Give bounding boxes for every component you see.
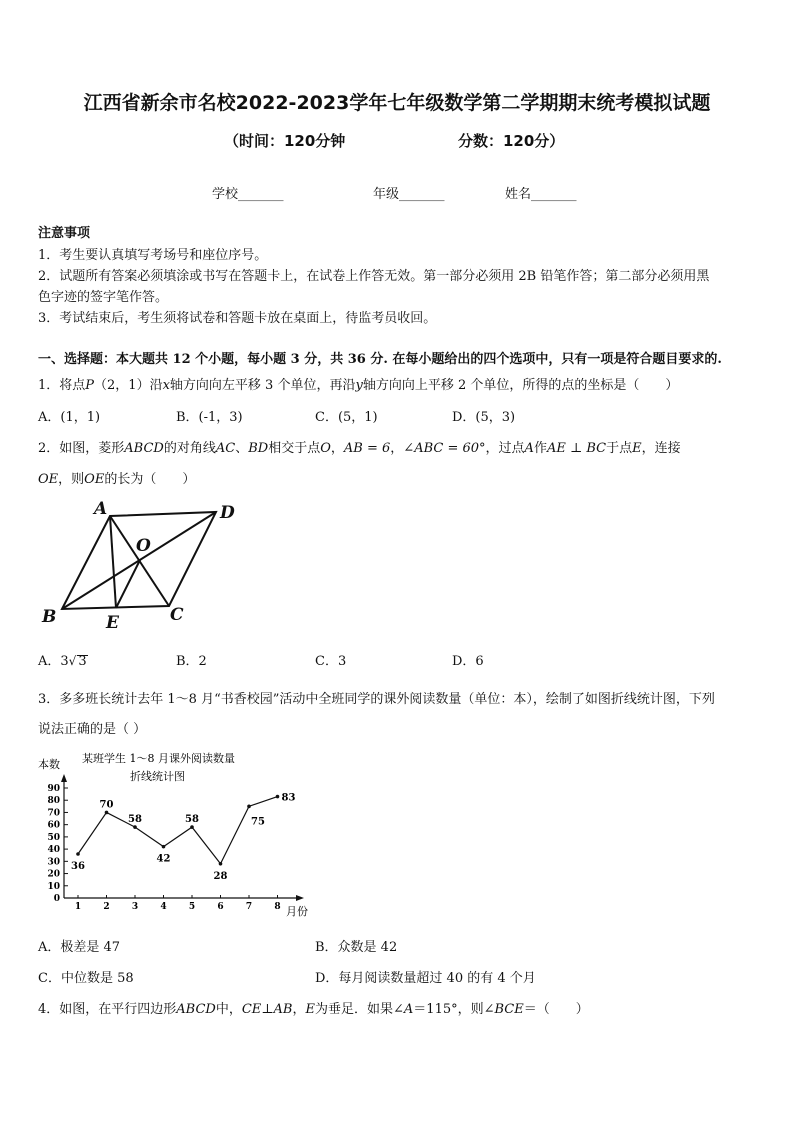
y-axis-arrow: [61, 774, 67, 782]
grade-field: 年级_______: [373, 187, 445, 202]
q2-math: OE: [84, 472, 105, 487]
question-3-line2: 说法正确的是（ ）: [38, 722, 147, 737]
q1-text: 1．将点: [38, 378, 86, 393]
data-point: [162, 845, 166, 849]
question-2-line1: [38, 437, 681, 456]
y-tick-label: 20: [47, 869, 60, 880]
q4-math: AB: [273, 1002, 293, 1017]
name-field: 姓名_______: [505, 187, 577, 202]
q2-math: OE: [38, 472, 59, 487]
x-tick-label: 8: [274, 902, 281, 912]
q2-text: 相交于点: [268, 441, 321, 456]
rhombus-figure: [36, 496, 266, 636]
q2-text: ，: [390, 441, 404, 456]
q4-text: ，: [292, 1002, 306, 1017]
q4-math: CE: [241, 1002, 262, 1017]
q4-math: ABCD: [176, 1002, 216, 1017]
q4-text: 为垂足．如果∠: [315, 1002, 404, 1017]
label-c: C: [170, 605, 184, 625]
x-tick-label: 4: [160, 902, 167, 912]
x-tick-label: 2: [103, 902, 110, 912]
q2-text: 、: [235, 441, 249, 456]
notice-item: 1．考生要认真填写考场号和座位序号。: [38, 248, 268, 263]
label-e: E: [106, 613, 119, 633]
altitude-ae: [110, 516, 116, 608]
q4-text: 中，: [215, 1002, 242, 1017]
x-tick-label: 1: [74, 902, 82, 912]
q1-option-a: A．(1，1): [38, 410, 101, 425]
school-field: 学校_______: [212, 187, 284, 202]
q4-text: ＝115°，则∠: [413, 1002, 495, 1017]
q3-option-b: B．众数是 42: [315, 940, 398, 955]
q2-option-a-prefix: A．: [38, 654, 61, 669]
y-tick-label: 0: [53, 894, 60, 904]
q2-option-a-coef: 3: [60, 654, 69, 669]
q1-point: P: [85, 378, 95, 393]
q4-text: 4．如图，在平行四边形: [38, 1002, 177, 1017]
q1-option-b: B．(-1，3): [176, 410, 243, 425]
question-2-line2: [38, 468, 195, 487]
exam-score: 分数：120分）: [458, 132, 565, 150]
question-4-stem: [38, 998, 589, 1017]
data-point: [105, 811, 109, 815]
x-tick-label: 6: [217, 902, 224, 912]
q2-math: E: [632, 441, 642, 456]
label-b: B: [42, 607, 57, 627]
data-label: 70: [99, 799, 114, 811]
data-label: 83: [281, 792, 296, 804]
data-label: 28: [213, 870, 228, 882]
q3-option-d: D．每月阅读数量超过 40 的有 4 个月: [315, 971, 536, 986]
q2-text: ，连接: [641, 441, 681, 456]
data-point: [276, 795, 280, 799]
y-tick-label: 90: [47, 784, 60, 794]
chart-xlabel: 月份: [286, 905, 308, 918]
q2-math: AC: [215, 441, 236, 456]
reading-line-chart: [34, 744, 324, 920]
q3-option-c: C．中位数是 58: [38, 971, 134, 986]
data-point: [190, 825, 194, 829]
q2-text: 作: [533, 441, 547, 456]
q4-text: ⊥: [261, 1002, 274, 1017]
notice-item: 色字迹的签字笔作答。: [38, 290, 169, 305]
q2-math: ∠ABC = 60°: [403, 441, 486, 456]
y-tick-label: 10: [47, 881, 60, 892]
q4-math: A: [403, 1002, 414, 1017]
q2-math: A: [524, 441, 534, 456]
notice-item: 3．考试结束后，考生须将试卷和答题卡放在桌面上，待监考员收回。: [38, 311, 437, 326]
q1-text: （2，1）沿: [94, 378, 163, 393]
label-o: O: [136, 536, 151, 556]
notice-item: 2．试题所有答案必须填涂或书写在答题卡上，在试卷上作答无效。第一部分必须用 2B 铅笔作答；第二部分必须用黑: [38, 269, 710, 284]
q1-text: 轴方向向左平移 3 个单位，再沿: [169, 378, 356, 393]
data-point: [219, 862, 223, 866]
chart-ylabel: 本数: [38, 758, 60, 771]
y-tick-label: 80: [47, 796, 60, 807]
data-label: 58: [128, 814, 142, 826]
y-tick-label: 30: [47, 857, 60, 868]
notice-heading: 注意事项: [38, 226, 91, 241]
q2-math: AE ⊥ BC: [546, 441, 607, 456]
x-tick-label: 3: [131, 902, 139, 912]
x-tick-label: 5: [188, 902, 196, 912]
q4-math: E: [305, 1002, 315, 1017]
q2-text: ，则: [58, 472, 85, 487]
label-d: D: [220, 503, 235, 523]
x-tick-label: 7: [245, 902, 253, 912]
q2-text: ，: [330, 441, 344, 456]
exam-time: （时间：120分钟: [224, 132, 346, 150]
chart-title: 某班学生 1～8 月课外阅读数量: [82, 752, 235, 765]
q1-option-d: D．(5，3): [452, 410, 516, 425]
question-3-line1: 3．多多班长统计去年 1～8 月“书香校园”活动中全班同学的课外阅读数量（单位：本），绘制了如图折线统计图，下列: [38, 692, 715, 707]
label-a: A: [94, 499, 108, 519]
chart-subtitle: 折线统计图: [130, 770, 185, 783]
q3-option-a: A．极差是 47: [38, 940, 121, 955]
q2-option-a-radicand: 3: [78, 654, 87, 669]
q2-math: BD: [248, 441, 269, 456]
data-label: 36: [71, 861, 85, 872]
data-label: 58: [185, 814, 199, 826]
data-point: [247, 805, 251, 809]
q2-text: 于点: [606, 441, 633, 456]
data-label: 42: [156, 853, 171, 865]
x-axis-arrow: [296, 895, 304, 901]
q2-text: ，过点: [485, 441, 525, 456]
y-tick-label: 40: [47, 845, 60, 856]
data-label: 75: [251, 816, 265, 828]
q2-text: 的对角线: [163, 441, 216, 456]
data-point: [76, 852, 80, 856]
q2-math: ABCD: [124, 441, 164, 456]
data-point: [133, 825, 137, 829]
q1-x: x: [162, 378, 170, 393]
q2-option-a: [38, 650, 88, 669]
q2-math: O: [320, 441, 331, 456]
q2-text: 2．如图，菱形: [38, 441, 125, 456]
q4-text: ＝（ ）: [523, 1002, 589, 1017]
y-tick-label: 70: [47, 808, 60, 819]
q1-option-c: C．(5，1): [315, 410, 378, 425]
q2-option-b: B．2: [176, 654, 207, 669]
q4-math: BCE: [494, 1002, 524, 1017]
exam-title: 江西省新余市名校2022-2023学年七年级数学第二学期期末统考模拟试题: [83, 92, 711, 114]
y-tick-label: 60: [47, 820, 60, 831]
q1-y: y: [355, 378, 363, 393]
question-1-stem: [38, 374, 678, 393]
section-heading: 一、选择题：本大题共 12 个小题，每小题 3 分，共 36 分. 在每小题给出的四个选项中，只有一项是符合题目要求的.: [38, 352, 722, 367]
sqrt-sign: √: [68, 654, 77, 668]
y-tick-label: 50: [47, 832, 60, 843]
q2-option-d: D．6: [452, 654, 484, 669]
q1-text: 轴方向向上平移 2 个单位，所得的点的坐标是（ ）: [362, 378, 679, 393]
q2-math: AB = 6: [343, 441, 391, 456]
q2-text: 的长为（ ）: [104, 472, 196, 487]
q2-option-c: C．3: [315, 654, 347, 669]
